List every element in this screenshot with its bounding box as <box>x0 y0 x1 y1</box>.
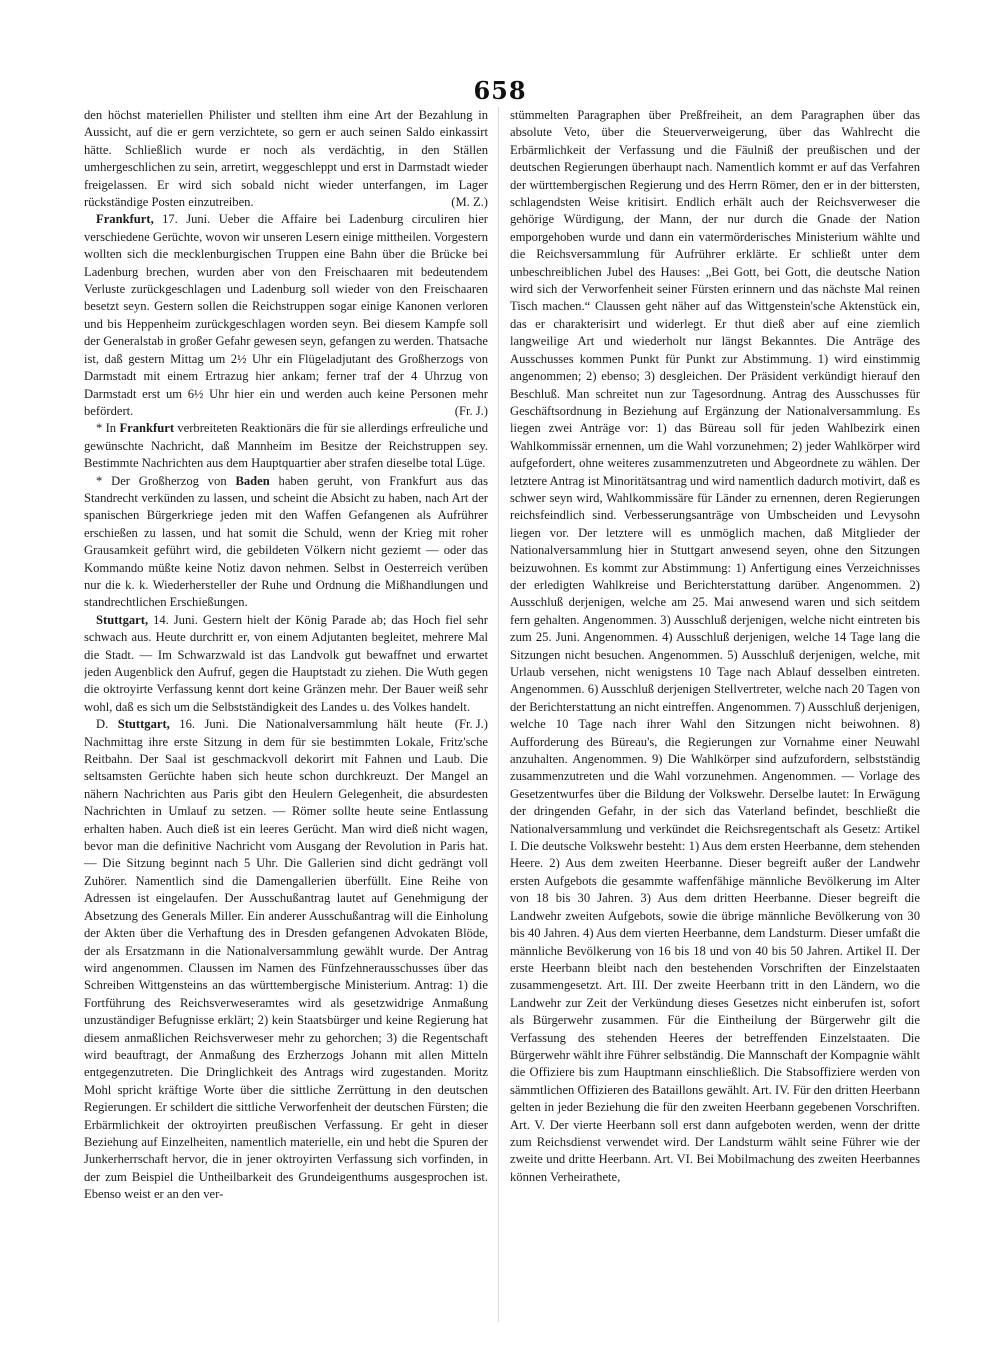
paragraph-text: 14. Juni. Gestern hielt der König Parade ab; das Hoch fiel sehr schwach aus. Heute durchritt er, von einem Adjutanten begleitet, mehrere Mal die Stadt. — Im Schwarzwald ist das Landvolk gut bewaffnet und erwartet jeden Augenblick den Aufruf, gegen die Hauptstadt zu ziehen. Die Wuth gegen die oktroyirte Verfassung kennt dort keine Gränzen mehr. Der Bauer weiß sehr wohl, daß es sich um die Selbstständigkeit des Landes u. des Volkes handelt. <box>84 612 488 714</box>
paragraph-lead: D. <box>96 717 118 732</box>
right-column <box>510 107 920 1322</box>
dateline: Baden <box>235 473 270 488</box>
page-number: 658 <box>473 76 527 105</box>
dateline: Stuttgart, <box>96 612 149 627</box>
article-paragraph <box>510 107 920 1186</box>
dateline: Frankfurt <box>119 421 175 436</box>
paragraph-lead: * Der Großherzog von <box>96 473 236 488</box>
dateline: Frankfurt, <box>96 212 154 227</box>
dateline: Stuttgart, <box>117 717 170 732</box>
paragraph-lead: * In <box>96 421 120 436</box>
source-citation: (M. Z.) <box>451 195 488 210</box>
article-stuttgart-16 <box>84 716 488 1203</box>
article-frankfurt-ladenburg <box>84 211 488 420</box>
article-frankfurt-rumor <box>84 420 488 472</box>
source-citation: (Fr. J.) <box>454 717 488 732</box>
paragraph-text: 17. Juni. Ueber die Affaire bei Ladenburg circuliren hier verschiedene Gerüchte, wovon wir unseren Lesern einige mittheilen. Vorgestern wollten sich die mecklenburgischen Truppen eine Bahn über die Brücke bei Ladenburg brechen, wurden aber von den Freischaaren mit bedeutendem Verluste zurückgeschlagen und Ladenburg soll wieder von den Freischaaren besetzt seyn. Gestern sollen die Reichstruppen sogar einige Kanonen verloren und bis Heppenheim zurückgeschlagen worden seyn. Bei diesem Kampfe soll der Generalstab in großer Gefahr gewesen seyn, gefangen zu werden. Thatsache ist, daß gestern Mittag um 2½ Uhr ein Flügeladjutant des Großherzogs von Darmstadt mit einem Ertrazug hier ankam; ferner traf der 4 Uhrzug von Darmstadt erst um 6½ Uhr hier ein und werden auch keine Personen mehr befördert. <box>84 212 488 418</box>
paragraph-text: 16. Juni. Die Nationalversammlung hält heute Nachmittag ihre erste Sitzung in dem für sie bestimmten Lokale, Fritz'sche Reitbahn. Der Saal ist geschmackvoll dekorirt mit Fahnen und Laub. Die seltsamsten Gerüchte haben sich heute schon durchkreuzt. Der Mangel an nähern Nachrichten aus Paris gibt den Heulern Gelegenheit, die absurdesten Nachrichten in Umlauf zu setzen. — Römer sollte heute seine Entlassung erhalten haben. Auch dieß ist ein leeres Gerücht. Man wird dieß nicht wagen, bevor man die definitive Nachricht vom Ausgang der Revolution in Paris hat. — Die Sitzung beginnt nach 5 Uhr. Die Gallerien sind dicht gedrängt voll Zuhörer. Namentlich sind die Damengallerien überfüllt. Eine Reihe von Adressen ist eingelaufen. Der Ausschußantrag lautet auf Genehmigung der Absetzung des Generals Miller. Ein anderer Ausschußantrag will die Einholung der Akten über die Verhaftung des in Dresden gefangenen Advokaten Blöde, der als Ersatzmann in die Nationalversammlung gewählt wurde. Der Antrag wird angenommen. Claussen im Namen des Fünfzehnerausschusses über das Schreiben Wittgensteins an das württembergische Ministerium. Antrag: 1) die Fortführung des Reichsverweseramtes wird als gesetzwidrige Anmaßung unzuständiger Befugnisse erklärt; 2) kein Staatsbürger und keine Regierung hat diesem anmaßlichen Reichsverweser mehr zu gehorchen; 3) die Regentschaft wird beauftragt, der Anmaßung des Erzherzogs Johann mit allen Mitteln entgegenzutreten. Die Dringlichkeit des Antrags wird zugestanden. Moritz Mohl spricht kräftige Worte über die sittliche Zerrüttung in den deutschen Regierungen. Er schildert die sittliche Verworfenheit der deutschen Fürsten; die Erbärmlichkeit der oktroyirten preußischen Verfassung. Er geht in dieser Beziehung auf Einzelheiten, namentlich materielle, ein und hebt die Spuren der Junkerherrschaft hervor, die in jener oktroyirten Verfassung sich vorfinden, in der zum Beispiel die Untheilbarkeit des Grundeigenthums ausgesprochen ist. Ebenso weist er an den ver- <box>84 717 488 1202</box>
source-citation: (Fr. J.) <box>454 403 488 418</box>
article-paragraph <box>84 107 488 211</box>
paragraph-text: den höchst materiellen Philister und stellten ihm eine Art der Bezahlung in Aussicht, auf die er gern verzichtete, so gern er auch seinen Saldo einkassirt hätte. Schließlich wurde er noch als verdächtig, in den Ställen umhergeschlichen zu sein, arretirt, weggeschleppt und erst in Darmstadt wieder freigelassen. Er wird sich sobald nicht wieder unterfangen, im Lager rückständige Posten einzutreiben. <box>84 108 488 210</box>
paragraph-text: stümmelten Paragraphen über Preßfreiheit, an dem Paragraphen über das absolute Veto, über die Steuerverweigerung, über das Wahlrecht die Erbärmlichkeit der Verfassung und die Fäulniß der preußischen und der deutschen Regierungen überhaupt nach. Namentlich kommt er auf das Verfahren der württembergischen Regierung und des Herrn Römer, den er in der bittersten, schlagendsten Weise kritisirt. Endlich erhält auch der Reichsverweser die gehörige Würdigung, der Mann, der nur durch die Gnade der Nation emporgehoben wurde und dann ein vatermörderisches Ministerium wählte und die Reichsversammlung für Aufrührer erklärte. Er schließt unter dem unbeschreiblichen Jubel des Hauses: „Bei Gott, bei Gott, die deutsche Nation wird sich der Verworfenheit seiner Fürsten erinnern und das nächste Mal reinen Tisch machen.“ Claussen geht näher auf das Wittgenstein'sche Aktenstück ein, das er charakterisirt und widerlegt. Er thut dieß aber auf eine ziemlich langweilige Art und wiederholt nur längst Bekanntes. Die Anträge des Ausschusses kommen Punkt für Punkt zur Abstimmung. 1) wird einstimmig angenommen; 2) ebenso; 3) desgleichen. Der Präsident verkündigt hierauf den Beschluß. Man schreitet nun zur Tagesordnung. Antrag des Ausschusses für Geschäftsordnung in Beziehung auf Ergänzung der Nationalversammlung. Es liegen zwei Anträge vor: 1) das Büreau soll für jeden Wahlbezirk einen Wahlkommissär ernennen, um die Wahl vorzunehmen; 2) jeder Wahlkörper wird aufgefordert, ohne weiteres zusammenzutreten und Abgeordnete zu wählen. Der letztere Antrag ist Minoritätsantrag und wird namentlich dadurch motivirt, daß es schwer seyn wird, Wahlkommissäre für Länder zu ernennen, deren Regierungen reichsfeindlich sind. Verbesserungsanträge von Umbscheiden und Levysohn liegen vor. Der letztere will es unmöglich machen, daß Mitglieder der Nationalversammlung hier in Stuttgart anwesend seyen, ohne den Sitzungen beizuwohnen. Es kommt zur Abstimmung: 1) Anfertigung eines Verzeichnisses der erledigten Wahlkreise und Berichterstattung darüber. Angenommen. 2) Ausschluß derjenigen, welche am 25. Mai anwesend waren und sich seitdem fern gehalten. Angenommen. 3) Ausschluß derjenigen, welche nicht eintreten bis zum 25. Juni. Angenommen. 4) Ausschluß derjenigen, welche 14 Tage lang die Sitzungen nicht besuchen. Angenommen. 5) Ausschluß derjenigen, welche, mit Urlaub versehen, nicht wenigstens 10 Tage nach Ablauf desselben eintreten. Angenommen. 6) Ausschluß derjenigen Stellvertreter, welche nach 20 Tagen von der Berichterstattung an nicht eintreffen. Angenommen. 7) Ausschluß derjenigen, welche 10 Tage nach ihrer Wahl den Sitzungen nicht beiwohnen. 8) Aufforderung des Büreau's, die Regierungen zur Vornahme einer Neuwahl anzuhalten. Angenommen. 9) Die Wahlkörper sind aufzufordern, selbstständig zusammenzutreten und die Wahl vorzunehmen. Angenommen. — Vorlage des Gesetzentwurfes über die Bildung der Volkswehr. Derselbe lautet: In Erwägung der dringenden Gefahr, in der sich das Vaterland befindet, beschließt die Nationalversammlung und verkündet die Reichsregentschaft als Gesetz: Artikel I. Die deutsche Volkswehr besteht: 1) Aus dem ersten Heerbanne, dem stehenden Heere. 2) Aus dem zweiten Heerbanne. Dieser begreift außer der Landwehr ersten Aufgebots die gesammte waffenfähige männliche Bevölkerung im Alter von 18 bis 30 Jahren. 3) Aus dem dritten Heerbanne. Dieser begreift die Landwehr zweiten Aufgebots, sowie die übrige männliche Bevölkerung von 30 bis 40 Jahren. 4) Aus dem vierten Heerbanne, dem Landsturm. Dieser umfaßt die männliche Bevölkerung von 16 bis 18 und von 40 bis 50 Jahren. Artikel II. Der erste Heerbann bleibt nach den bestehenden Vorschriften der Einzelstaaten zusammengesetzt. Art. III. Der zweite Heerbann tritt in den Ländern, wo die Landwehr zur Zeit der Verkündung dieses Gesetzes nicht einberufen ist, sofort als Bürgerwehr zusammen. Für die Eintheilung der Bürgerwehr gilt die Verfassung des stehenden Heeres der betreffenden Einzelstaaten. Die Bürgerwehr wählt ihre Führer selbständig. Die Mannschaft der Kompagnie wählt die Offiziere bis zum Hauptmann einschließlich. Die Stabsoffiziere werden von sämmtlichen Offizieren des Bataillons gewählt. Art. IV. Für den dritten Heerbann gelten in jeder Beziehung die für den zweiten Heerbann gegebenen Vorschriften. Art. V. Der vierte Heerbann soll erst dann aufgeboten werden, wenn der dritte zum Reichsdienst verwendet wird. Der Landsturm wählt seine Führer wie der zweite und dritte Heerbann. Art. VI. Bei Mobilmachung des zweiten Heerbannes können Verheirathete, <box>510 108 920 1184</box>
column-divider <box>498 107 499 1322</box>
left-column <box>84 107 488 1322</box>
article-stuttgart-14 <box>84 612 488 732</box>
paragraph-text: verbreiteten Reaktionärs die für sie allerdings erfreuliche und gewünschte Nachricht, daß Mannheim im Besitze der Reichstruppen sey. Bestimmte Nachrichten aus dem Hauptquartier aber strafen dieselbe total Lüge. <box>84 421 488 471</box>
paragraph-text: haben geruht, von Frankfurt aus das Standrecht verkünden zu lassen, und scheint die Absicht zu haben, nach Art der spanischen Bürgerkriege jeden mit den Waffen Gefangenen als Aufrührer erschießen zu lassen, und hat somit die Schuld, wenn der Krieg mit roher Grausamkeit geführt wird, die gebildeten Völkern nicht geziemt — oder das Kommando müßte keine Notiz davon nehmen. Selbst in Oesterreich verüben nur die k. k. Wiederhersteller der Ruhe und Ordnung die Mißhandlungen und standrechtlichen Erschießungen. <box>84 473 488 610</box>
article-baden <box>84 473 488 612</box>
